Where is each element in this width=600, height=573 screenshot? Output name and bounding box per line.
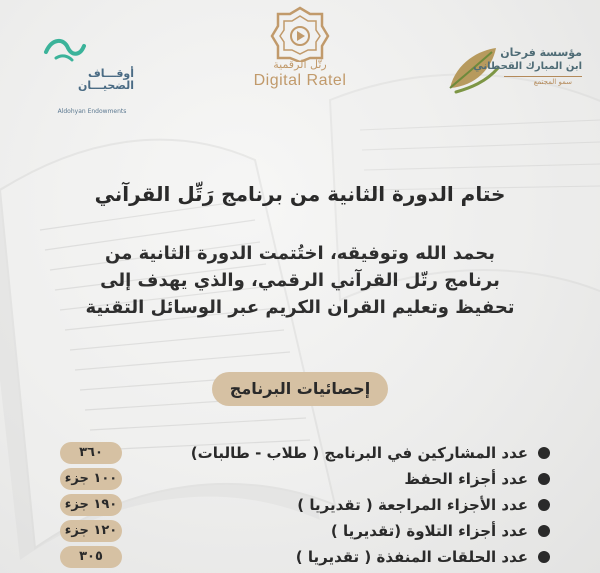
bullet-icon bbox=[538, 447, 550, 459]
stat-value: ١٢٠ جزء bbox=[60, 520, 122, 542]
announcement-paragraph bbox=[30, 240, 570, 321]
foundation-divider bbox=[504, 76, 582, 77]
awqaf-subtitle: Aldohyan Endowments bbox=[57, 108, 127, 115]
stat-row bbox=[60, 466, 550, 492]
stat-value: ١٩٠ جزء bbox=[60, 494, 122, 516]
digital-ratel-english-name: Digital Ratel bbox=[253, 72, 347, 89]
stat-row bbox=[60, 492, 550, 518]
stats-heading: إحصائيات البرنامج bbox=[212, 372, 388, 406]
awqaf-name-line2: الضحيـــان bbox=[78, 79, 134, 92]
digital-ratel-emblem-icon bbox=[268, 4, 332, 62]
stat-label: عدد أجزاء الحفظ bbox=[404, 470, 528, 488]
stat-value: ١٠٠ جزء bbox=[60, 468, 122, 490]
awqaf-name bbox=[64, 68, 134, 92]
foundation-name-line1: مؤسسة فرحان bbox=[500, 46, 582, 59]
foundation-logo bbox=[446, 38, 586, 98]
bullet-icon bbox=[538, 551, 550, 563]
paragraph-line: تحفيظ وتعليم القران الكريم عبر الوسائل التقنية bbox=[85, 297, 515, 318]
bullet-icon bbox=[538, 525, 550, 537]
stat-value: ٣٦٠ bbox=[60, 442, 122, 464]
paragraph-line: بحمد الله وتوفيقه، اختُتمت الدورة الثانية من bbox=[105, 243, 495, 264]
awqaf-mark-icon bbox=[42, 34, 86, 64]
foundation-name-line2: ابن المبارك القحطاني bbox=[473, 61, 582, 72]
digital-ratel-arabic-name: رتّل الرقمية bbox=[273, 58, 327, 71]
awqaf-aldohyan-logo bbox=[38, 26, 138, 115]
stat-value: ٣٠٥ bbox=[60, 546, 122, 568]
digital-ratel-logo bbox=[240, 4, 360, 104]
bullet-icon bbox=[538, 473, 550, 485]
stat-row bbox=[60, 440, 550, 466]
stat-label: عدد الحلقات المنفذة ( تقديريا ) bbox=[295, 548, 528, 566]
page-title: ختام الدورة الثانية من برنامج رَتِّل القرآني bbox=[94, 182, 506, 206]
paragraph-line: برنامج رتّل القرآني الرقمي، والذي يهدف إلى bbox=[100, 270, 500, 291]
stats-list bbox=[60, 440, 550, 570]
awqaf-name-line1: أوقـــاف bbox=[88, 67, 134, 80]
bullet-icon bbox=[538, 499, 550, 511]
stat-label: عدد أجزاء التلاوة (تقديريا ) bbox=[330, 522, 528, 540]
stat-label: عدد المشاركين في البرنامج ( طلاب - طالبات) bbox=[190, 444, 528, 462]
stat-label: عدد الأجزاء المراجعة ( تقديريا ) bbox=[297, 496, 528, 514]
stat-row bbox=[60, 544, 550, 570]
foundation-tagline: سمو المجتمع bbox=[533, 78, 572, 86]
stat-row bbox=[60, 518, 550, 544]
